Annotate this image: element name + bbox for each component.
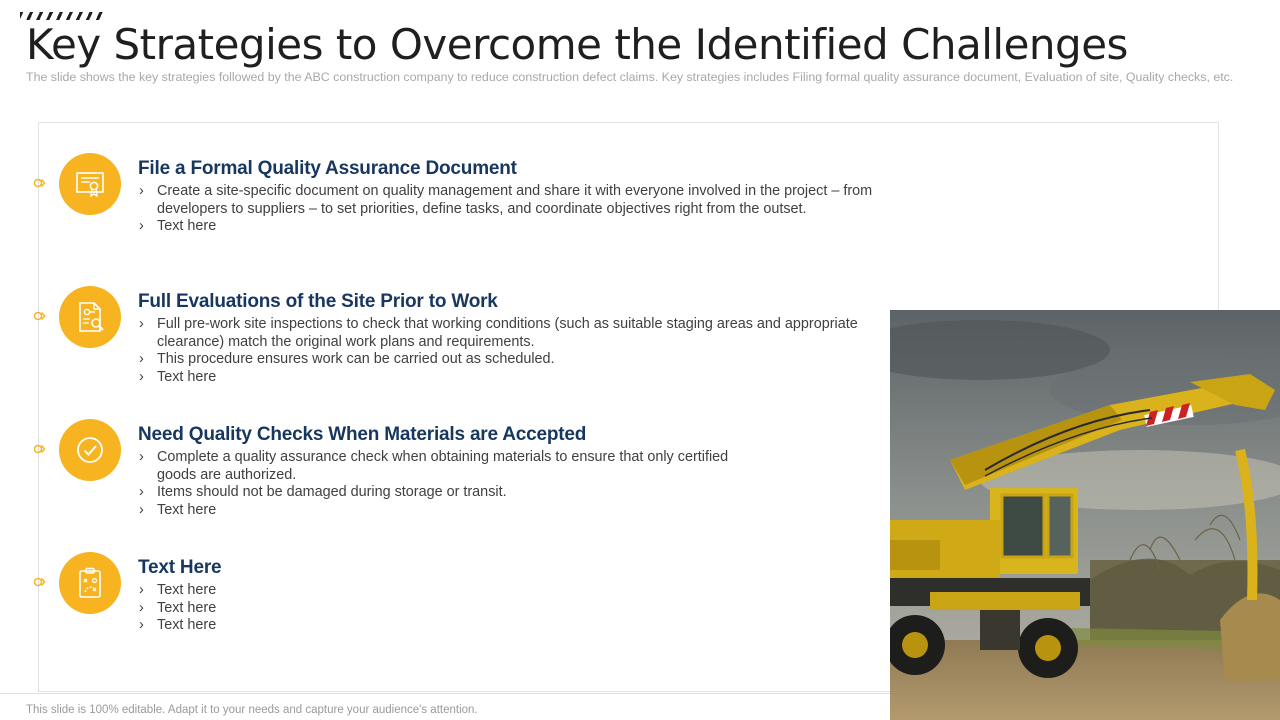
bullet-item: › Full pre-work site inspections to check that working conditions (such as suitable staging areas and appropriate clearance) match the original work plans and requirements. [138, 316, 878, 351]
strategy-bullets [138, 449, 758, 519]
strategy-bullets [138, 183, 888, 236]
strategy-icon-circle [59, 419, 121, 481]
strategy-icon-circle [59, 153, 121, 215]
bullet-item: › Text here [138, 502, 758, 520]
bullet-item: › Text here [138, 218, 888, 236]
strategy-icon-circle [59, 552, 121, 614]
excavator-photo [890, 310, 1280, 720]
page-title: Key Strategies to Overcome the Identified Challenges [26, 20, 1128, 69]
excavator-illustration [890, 310, 1280, 720]
bullet-item: › Items should not be damaged during storage or transit. [138, 484, 758, 502]
document-search-icon [72, 299, 108, 335]
strategy-heading: Need Quality Checks When Materials are Accepted [138, 424, 587, 445]
strategy-item [39, 419, 939, 539]
bullet-item: › Create a site-specific document on quality management and share it with everyone involved in the project – from developers to suppliers – to set priorities, define tasks, and coordinate objectives right from the outset. [138, 183, 888, 218]
clipboard-strategy-icon [72, 565, 108, 601]
strategy-item [39, 286, 939, 406]
checkmark-circle-icon [72, 432, 108, 468]
strategy-bullets [138, 582, 538, 635]
strategy-icon-circle [59, 286, 121, 348]
bullet-item: › Text here [138, 582, 538, 600]
bullet-item: › Text here [138, 617, 538, 635]
bullet-item: › Complete a quality assurance check when obtaining materials to ensure that only certified goods are authorized. [138, 449, 758, 484]
bullet-item: › This procedure ensures work can be carried out as scheduled. [138, 351, 878, 369]
strategy-item [39, 552, 939, 672]
footer-note: This slide is 100% editable. Adapt it to your needs and capture your audience's attention. [26, 704, 478, 716]
connector-arrow-icon [34, 310, 46, 322]
strategy-item [39, 153, 939, 273]
strategy-bullets [138, 316, 878, 386]
connector-arrow-icon [34, 443, 46, 455]
bullet-item: › Text here [138, 600, 538, 618]
strategy-heading: File a Formal Quality Assurance Document [138, 158, 517, 179]
page-subtitle: The slide shows the key strategies followed by the ABC construction company to reduce construction defect claims. Key strategies includes Filing formal quality assurance document, Evaluation of site, Quality checks, etc. [26, 70, 1234, 84]
certificate-icon [72, 166, 108, 202]
footer-divider [0, 693, 890, 694]
connector-arrow-icon [34, 576, 46, 588]
bullet-item: › Text here [138, 369, 878, 387]
strategy-heading: Full Evaluations of the Site Prior to Work [138, 291, 498, 312]
title-decoration [20, 12, 106, 20]
connector-arrow-icon [34, 177, 46, 189]
strategy-heading: Text Here [138, 557, 222, 578]
